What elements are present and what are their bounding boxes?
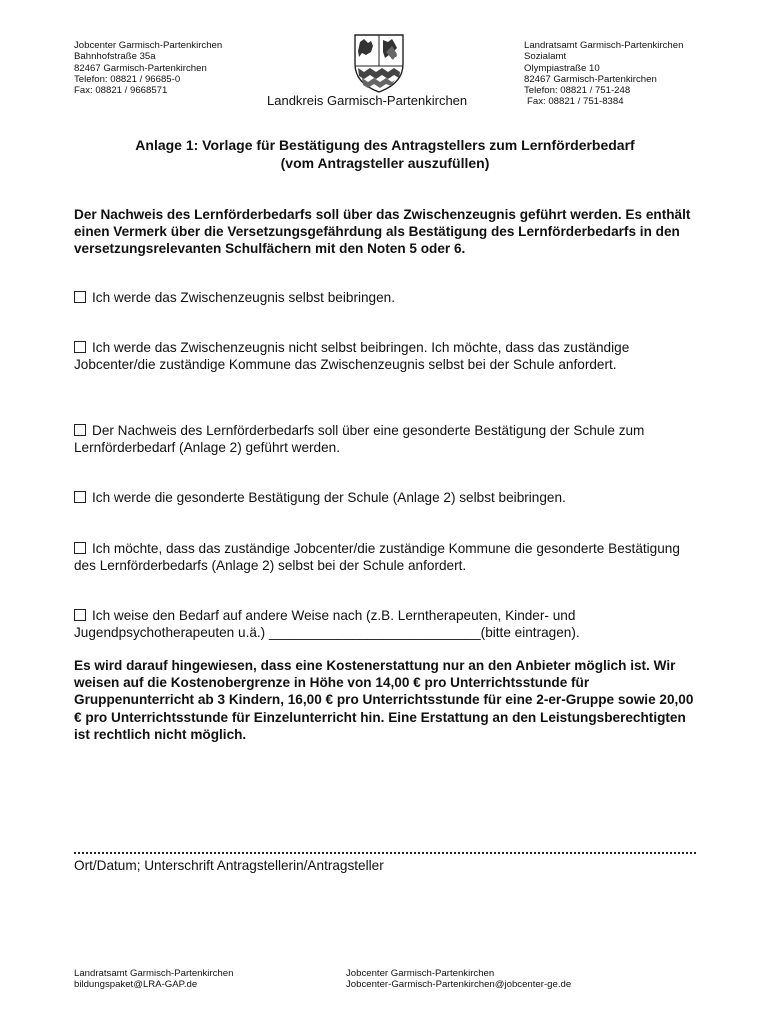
option-text: Ich möchte, dass das zuständige Jobcenter/die zuständige Kommune die gesonderte Bestätigung des Lernförderbedarfs (Anlage 2) selbst bei der Schule anfordert. xyxy=(74,541,680,574)
checkbox-icon[interactable] xyxy=(74,341,86,353)
address-line: Jobcenter Garmisch-Partenkirchen xyxy=(74,40,223,51)
option-text: Ich werde das Zwischenzeugnis nicht selbst beibringen. Ich möchte, dass das zuständige Jobcenter/die zuständige Kommune das Zwischenzeugnis selbst bei der Schule anfordert. xyxy=(74,340,630,373)
signature-label: Ort/Datum; Unterschrift Antragstellerin/Antragsteller xyxy=(74,858,384,873)
jobcenter-address xyxy=(74,40,222,96)
option-text: Ich werde die gesonderte Bestätigung der Schule (Anlage 2) selbst beibringen. xyxy=(92,490,566,505)
intro-paragraph: Der Nachweis des Lernförderbedarfs soll über das Zwischenzeugnis geführt werden. Es enthält einen Vermerk über die Versetzungsgefährdung als Bestätigung des Lernförderbedarfs in den versetzungsrelevanten Schulfächern mit den Noten 5 oder 6. xyxy=(74,207,691,257)
checkbox-icon[interactable] xyxy=(74,424,86,436)
coat-of-arms-icon xyxy=(352,32,406,94)
address-line: Landratsamt Garmisch-Partenkirchen xyxy=(524,40,684,51)
checkbox-icon[interactable] xyxy=(74,609,86,621)
checkbox-icon[interactable] xyxy=(74,291,86,303)
option-item xyxy=(74,489,699,506)
option-item xyxy=(74,540,699,574)
address-line: Bahnhofstraße 35a xyxy=(74,51,156,63)
footer-line: Jobcenter Garmisch-Partenkirchen xyxy=(346,968,495,979)
cost-notice: Es wird darauf hingewiesen, dass eine Kostenerstattung nur an den Anbieter möglich ist. Wir weisen auf die Kostenobergrenze in Höhe von 14,00 € pro Unterrichtsstunde für Gruppenunterricht ab 3 Kindern, 16,00 € pro Unterrichtsstunde für eine 2-er-Gruppe sowie 20,00 € pro Unterrichtsstunde für Einzelunterricht hin. Eine Erstattung an den Leistungsberechtigten ist rechtlich nicht möglich. xyxy=(74,658,694,742)
address-line: Sozialamt xyxy=(524,51,567,63)
address-line: Telefon: 08821 / 96685-0 xyxy=(74,73,181,85)
document-title xyxy=(0,136,770,172)
option-item xyxy=(74,339,699,373)
signature-line[interactable] xyxy=(74,848,696,854)
address-line: Fax: 08821 / 751-8384 xyxy=(527,96,624,108)
option-text: Ich weise den Bedarf auf andere Weise nach (z.B. Lerntherapeuten, Kinder- und Jugendpsychotherapeuten u.ä.) ____________________________(bitte eintragen). xyxy=(74,608,580,641)
title-line-2: (vom Antragsteller auszufüllen) xyxy=(280,155,490,171)
county-name: Landkreis Garmisch-Partenkirchen xyxy=(267,93,468,108)
landratsamt-address xyxy=(524,40,683,108)
footer-email: Jobcenter-Garmisch-Partenkirchen@jobcenter-ge.de xyxy=(346,979,572,991)
option-item xyxy=(74,289,699,306)
option-text: Ich werde das Zwischenzeugnis selbst beibringen. xyxy=(92,290,396,305)
title-line-1: Anlage 1: Vorlage für Bestätigung des Antragstellers zum Lernförderbedarf xyxy=(135,137,635,153)
footer-line: Landratsamt Garmisch-Partenkirchen xyxy=(74,968,234,979)
address-line: Telefon: 08821 / 751-248 xyxy=(524,85,631,97)
address-line: Fax: 08821 / 9668571 xyxy=(74,85,168,97)
address-line: Olympiastraße 10 xyxy=(524,62,600,74)
checkbox-icon[interactable] xyxy=(74,542,86,554)
address-line: 82467 Garmisch-Partenkirchen xyxy=(524,73,657,85)
checkbox-icon[interactable] xyxy=(74,491,86,503)
footer-jobcenter xyxy=(346,968,571,991)
option-item xyxy=(74,422,699,456)
footer-email: bildungspaket@LRA-GAP.de xyxy=(74,979,198,991)
footer-landratsamt xyxy=(74,968,233,991)
address-line: 82467 Garmisch-Partenkirchen xyxy=(74,62,207,74)
option-text: Der Nachweis des Lernförderbedarfs soll über eine gesonderte Bestätigung der Schule zum Lernförderbedarf (Anlage 2) geführt werden. xyxy=(74,423,645,456)
option-item xyxy=(74,607,699,641)
